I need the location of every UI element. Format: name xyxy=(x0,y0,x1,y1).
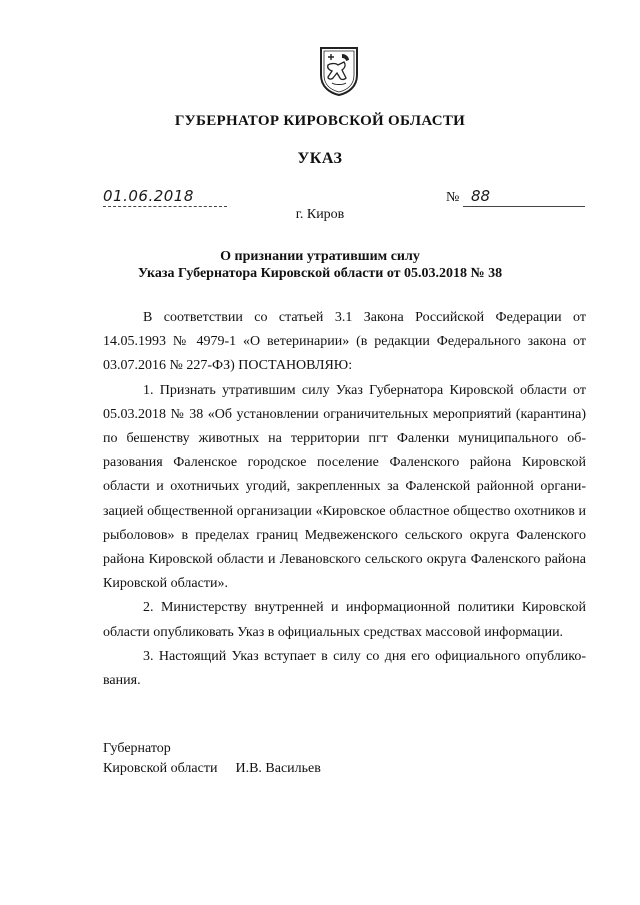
city: г. Киров xyxy=(295,207,345,222)
item-3-paragraph: 3. Настоящий Указ вступает в силу со дня его официального опубликования. xyxy=(103,648,586,689)
signatory-title-line-2: Кировской области xyxy=(103,761,218,776)
document-type: УКАЗ xyxy=(297,150,343,167)
decree-title-line-2: Указа Губернатора Кировской области от 05.03.2018 № 38 xyxy=(137,266,503,281)
decree-body xyxy=(103,306,586,693)
date-field xyxy=(103,188,227,207)
handwritten-number: 88 xyxy=(471,187,491,205)
issuing-authority: ГУБЕРНАТОР КИРОВСКОЙ ОБЛАСТИ xyxy=(174,113,466,129)
item-1-paragraph: 1. Признать утратившим силу Указ Губернатора Кировской области от 05.03.2018 № 38 «Об установлении ограничительных мероприятий (карантина) по бешенству животных на территории пгт Фаленки муниципального образования Фаленское городское поселение Фаленского района Кировской области и охотничьих угодий, закрепленных за Фаленской районной организацией общественной организации «Кировское областное общество охотников и рыболовов» в пределах границ Медвеженского сельского округа Фаленского района Кировской области и Левановского сельского округа Фаленского района Кировской области». xyxy=(103,382,586,592)
preamble-paragraph: В соответствии со статьей 3.1 Закона Российской Федерации от 14.05.1993 № 4979-1 «О ветеринарии» (в редакции Федерального закона от 03.07.2016 № 227-ФЗ) ПОСТАНОВЛЯЮ: xyxy=(103,310,586,374)
signatory-title-line-1: Губернатор xyxy=(103,741,171,756)
number-field xyxy=(463,188,585,207)
decree-title-line-1: О признании утратившим силу xyxy=(220,249,420,264)
signatory-name: И.В. Васильев xyxy=(235,761,321,776)
number-label: № xyxy=(446,190,460,205)
kirov-oblast-coat-of-arms-icon xyxy=(318,45,360,97)
item-2-paragraph: 2. Министерству внутренней и информационной политики Кировской области опубликовать Указ в официальных средствах массовой информации. xyxy=(103,600,586,640)
handwritten-date: 01.06.2018 xyxy=(103,187,194,205)
signature-block xyxy=(103,739,321,779)
